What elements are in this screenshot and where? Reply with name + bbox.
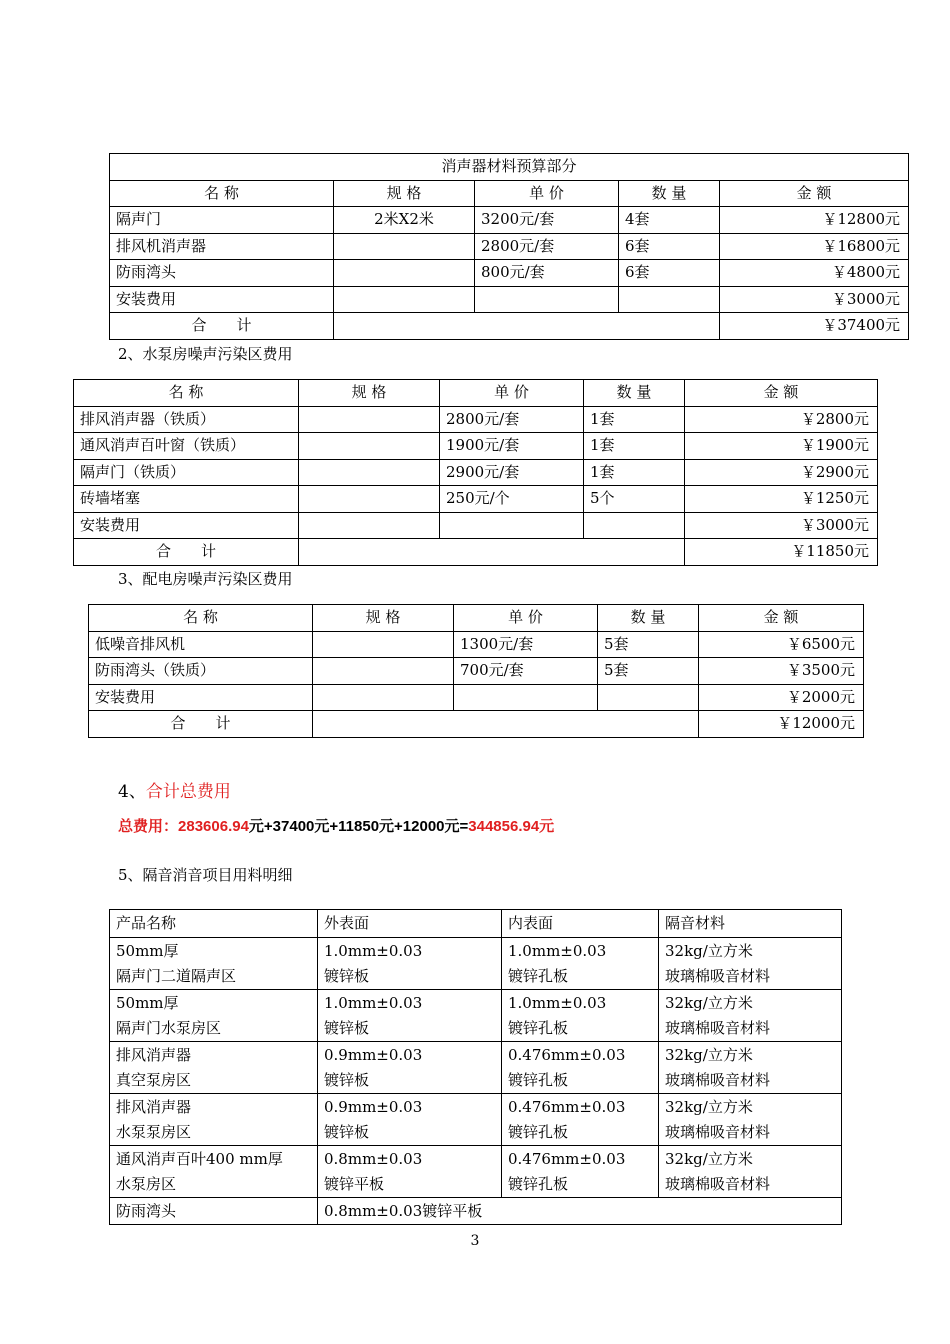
cell-name: 低噪音排风机 (89, 631, 313, 658)
cell-outer: 1.0mm±0.03 镀锌板 (318, 989, 502, 1041)
cell-insulation: 32kg/立方米 玻璃棉吸音材料 (659, 937, 842, 989)
cell-spec (334, 286, 475, 313)
cell-name: 隔声门 (110, 207, 334, 234)
cell-amount: ￥2900元 (685, 459, 878, 486)
cell-spec (313, 658, 454, 685)
header-unit-price: 单 价 (440, 380, 584, 407)
header-unit-price: 单 价 (475, 180, 619, 207)
cell-quantity (584, 512, 685, 539)
table-row (74, 486, 878, 513)
table-row (110, 1197, 842, 1225)
cell-product: 防雨湾头 (110, 1197, 318, 1225)
header-name: 名 称 (89, 605, 313, 632)
cell-insulation: 32kg/立方米 玻璃棉吸音材料 (659, 1145, 842, 1197)
cell-unit-price: 800元/套 (475, 260, 619, 287)
total-label: 合 计 (110, 313, 334, 340)
cell-unit-price: 700元/套 (454, 658, 598, 685)
header-amount: 金 额 (685, 380, 878, 407)
cell-name: 安装费用 (89, 684, 313, 711)
cell-product: 排风消声器 水泵泵房区 (110, 1093, 318, 1145)
cell-outer: 0.8mm±0.03 镀锌平板 (318, 1145, 502, 1197)
section-heading-5: 5、隔音消音项目用料明细 (118, 866, 293, 884)
cell-product: 50mm厚 隔声门水泵房区 (110, 989, 318, 1041)
materials-detail-table (109, 909, 842, 1225)
cell-amount: ￥3000元 (720, 286, 909, 313)
page-number: 3 (470, 1233, 480, 1249)
power-room-cost-table (88, 604, 864, 738)
cell-spec (299, 512, 440, 539)
cell-spec (299, 459, 440, 486)
cell-name: 安装费用 (74, 512, 299, 539)
cell-product: 50mm厚 隔声门二道隔声区 (110, 937, 318, 989)
total-label: 合 计 (74, 539, 299, 566)
cell-quantity: 6套 (619, 233, 720, 260)
header-outer-surface: 外表面 (318, 910, 502, 938)
header-inner-surface: 内表面 (502, 910, 659, 938)
cell-amount: ￥12800元 (720, 207, 909, 234)
cell-unit-price: 1900元/套 (440, 433, 584, 460)
table-row (110, 286, 909, 313)
grand-total-result: 344856.94元 (468, 818, 555, 835)
cell-insulation: 32kg/立方米 玻璃棉吸音材料 (659, 1041, 842, 1093)
cell-unit-price: 3200元/套 (475, 207, 619, 234)
cell-insulation: 32kg/立方米 玻璃棉吸音材料 (659, 989, 842, 1041)
header-spec: 规 格 (334, 180, 475, 207)
total-value: ￥11850元 (685, 539, 878, 566)
cell-amount: ￥6500元 (699, 631, 864, 658)
cell-unit-price: 1300元/套 (454, 631, 598, 658)
cell-name: 隔声门（铁质） (74, 459, 299, 486)
table-row (74, 433, 878, 460)
cell-spec (334, 260, 475, 287)
header-insulation: 隔音材料 (659, 910, 842, 938)
header-name: 名 称 (74, 380, 299, 407)
table-row (89, 684, 864, 711)
cell-amount: ￥3500元 (699, 658, 864, 685)
cell-amount: ￥3000元 (685, 512, 878, 539)
table-row (110, 207, 909, 234)
table-row (74, 406, 878, 433)
total-value: ￥12000元 (699, 711, 864, 738)
cell-name: 通风消声百叶窗（铁质） (74, 433, 299, 460)
header-amount: 金 额 (699, 605, 864, 632)
cell-quantity: 6套 (619, 260, 720, 287)
header-spec: 规 格 (299, 380, 440, 407)
cell-spec (299, 486, 440, 513)
cell-inner: 0.476mm±0.03 镀锌孔板 (502, 1093, 659, 1145)
total-empty (313, 711, 699, 738)
cell-name: 防雨湾头（铁质） (89, 658, 313, 685)
table-row (110, 989, 842, 1041)
section-heading-4 (118, 777, 231, 802)
cell-unit-price (454, 684, 598, 711)
pump-room-cost-table (73, 379, 878, 566)
table-row (110, 1093, 842, 1145)
cell-quantity: 4套 (619, 207, 720, 234)
cell-quantity: 5套 (598, 631, 699, 658)
table-row (89, 658, 864, 685)
cell-name: 排风机消声器 (110, 233, 334, 260)
total-empty (334, 313, 720, 340)
cell-quantity: 1套 (584, 406, 685, 433)
header-quantity: 数 量 (598, 605, 699, 632)
table-row (110, 233, 909, 260)
cell-unit-price: 2800元/套 (475, 233, 619, 260)
cell-quantity (619, 286, 720, 313)
cell-name: 防雨湾头 (110, 260, 334, 287)
cell-unit-price: 250元/个 (440, 486, 584, 513)
cell-spec (313, 684, 454, 711)
grand-total-line (118, 815, 554, 836)
cell-quantity: 1套 (584, 459, 685, 486)
table-row (110, 1041, 842, 1093)
cell-outer: 0.9mm±0.03 镀锌板 (318, 1041, 502, 1093)
silencer-budget-table (109, 153, 909, 340)
cell-quantity: 5套 (598, 658, 699, 685)
cell-inner: 0.476mm±0.03 镀锌孔板 (502, 1145, 659, 1197)
cell-spec-merged: 0.8mm±0.03镀锌平板 (318, 1197, 842, 1225)
total-row (89, 711, 864, 738)
cell-outer: 0.9mm±0.03 镀锌板 (318, 1093, 502, 1145)
grand-total-part1: 283606.94 (178, 818, 249, 835)
cell-quantity (598, 684, 699, 711)
cell-spec (313, 631, 454, 658)
total-label: 合 计 (89, 711, 313, 738)
cell-spec (334, 233, 475, 260)
cell-amount: ￥1250元 (685, 486, 878, 513)
cell-name: 砖墙堵塞 (74, 486, 299, 513)
table-row (110, 937, 842, 989)
cell-outer: 1.0mm±0.03 镀锌板 (318, 937, 502, 989)
cell-insulation: 32kg/立方米 玻璃棉吸音材料 (659, 1093, 842, 1145)
header-quantity: 数 量 (619, 180, 720, 207)
header-unit-price: 单 价 (454, 605, 598, 632)
header-spec: 规 格 (313, 605, 454, 632)
cell-unit-price (475, 286, 619, 313)
header-product-name: 产品名称 (110, 910, 318, 938)
table-row (110, 1145, 842, 1197)
cell-name: 安装费用 (110, 286, 334, 313)
cell-spec (299, 433, 440, 460)
table-title: 消声器材料预算部分 (110, 154, 909, 181)
grand-total-formula: 元+37400元+11850元+12000元= (248, 818, 469, 835)
table-row (89, 631, 864, 658)
cell-amount: ￥16800元 (720, 233, 909, 260)
section-heading-2: 2、水泵房噪声污染区费用 (118, 345, 293, 363)
cell-quantity: 1套 (584, 433, 685, 460)
cell-inner: 0.476mm±0.03 镀锌孔板 (502, 1041, 659, 1093)
table-row (110, 260, 909, 287)
cell-quantity: 5个 (584, 486, 685, 513)
total-empty (299, 539, 685, 566)
total-row (74, 539, 878, 566)
cell-spec (299, 406, 440, 433)
grand-total-label: 总费用： (118, 818, 179, 835)
header-name: 名 称 (110, 180, 334, 207)
table-row (74, 459, 878, 486)
cell-inner: 1.0mm±0.03 镀锌孔板 (502, 989, 659, 1041)
heading4-text: 合计总费用 (145, 782, 231, 802)
cell-amount: ￥2800元 (685, 406, 878, 433)
heading4-prefix: 4、 (118, 782, 146, 802)
header-quantity: 数 量 (584, 380, 685, 407)
cell-unit-price: 2900元/套 (440, 459, 584, 486)
cell-spec: 2米X2米 (334, 207, 475, 234)
header-amount: 金 额 (720, 180, 909, 207)
cell-product: 通风消声百叶400 mm厚 水泵房区 (110, 1145, 318, 1197)
section-heading-3: 3、配电房噪声污染区费用 (118, 570, 293, 588)
cell-unit-price (440, 512, 584, 539)
cell-amount: ￥4800元 (720, 260, 909, 287)
total-row (110, 313, 909, 340)
cell-amount: ￥1900元 (685, 433, 878, 460)
total-value: ￥37400元 (720, 313, 909, 340)
cell-unit-price: 2800元/套 (440, 406, 584, 433)
cell-product: 排风消声器 真空泵房区 (110, 1041, 318, 1093)
cell-inner: 1.0mm±0.03 镀锌孔板 (502, 937, 659, 989)
cell-amount: ￥2000元 (699, 684, 864, 711)
cell-name: 排风消声器（铁质） (74, 406, 299, 433)
table-row (74, 512, 878, 539)
